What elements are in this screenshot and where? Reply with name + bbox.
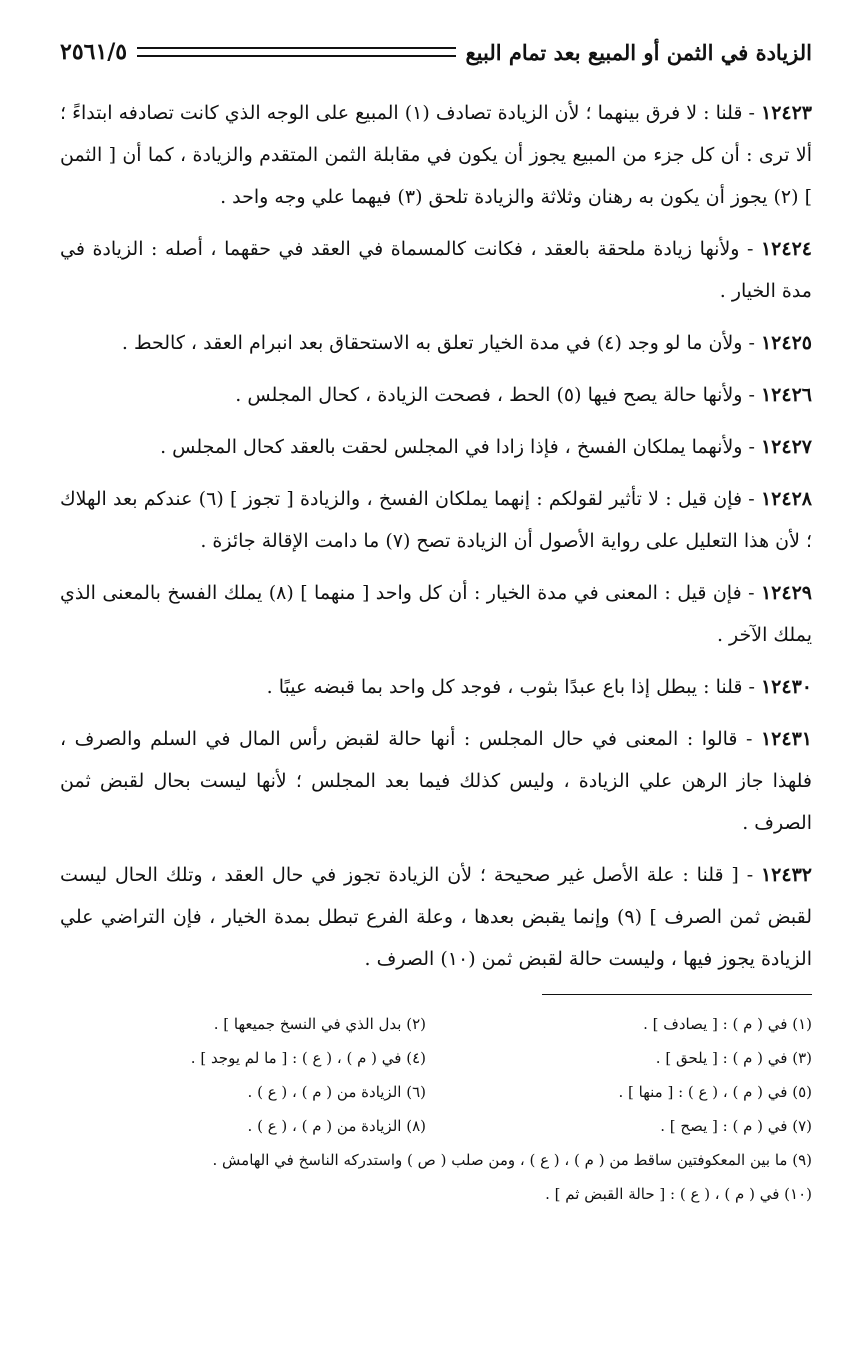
footnote: (١) في ( م ) : [ يصادف ] .	[643, 1015, 812, 1033]
paragraph	[60, 718, 812, 844]
paragraph	[60, 572, 812, 656]
paragraph-text: - [ قلنا : علة الأصل غير صحيحة ؛ لأن الزيادة تجوز في حال العقد ، وتلك الحال ليست لقبض ثمن الصرف ] (٩) وإنما يقبض بعدها ، وعلة الفرع تبطل بمدة الخيار ، فإن التراضي علي الزيادة يجوز فيها ، وليست حالة لقبض ثمن (١٠) الصرف .	[60, 864, 812, 970]
footnotes	[60, 1007, 812, 1211]
paragraph	[60, 854, 812, 980]
header-rule	[137, 47, 455, 57]
footnote: (١٠) في ( م ) ، ( ع ) : [ حالة القبض ثم ] .	[545, 1185, 812, 1203]
paragraph-number: ١٢٤٢٤	[760, 238, 812, 260]
paragraph-number: ١٢٤٢٧	[760, 436, 812, 458]
footnote: (٢) بدل الذي في النسخ جميعها ] .	[213, 1015, 426, 1033]
paragraph-text: - ولأنهما يملكان الفسخ ، فإذا زادا في المجلس لحقت بالعقد كحال المجلس .	[160, 436, 761, 458]
footnote: (٩) ما بين المعكوفتين ساقط من ( م ) ، ( ع ) ، ومن صلب ( ص ) واستدركه الناسخ في الهامش .	[212, 1151, 812, 1169]
paragraph	[60, 666, 812, 708]
page-number: ٢٥٦١/٥	[60, 39, 128, 65]
paragraph-number: ١٢٤٢٦	[760, 384, 812, 406]
paragraph-text: - قالوا : المعنى في حال المجلس : أنها حالة لقبض رأس المال في السلم والصرف ، فلهذا جاز الرهن علي الزيادة ، وليس كذلك فيما بعد المجلس ؛ لأنها ليست بحال لقبض ثمن الصرف .	[60, 728, 812, 834]
footnote-separator	[542, 994, 812, 995]
paragraph-text: - قلنا : لا فرق بينهما ؛ لأن الزيادة تصادف (١) المبيع على الوجه الذي كانت تصادفه ابتداءً ؛ ألا ترى : أن كل جزء من المبيع يجوز أن يكون في مقابلة الثمن المتقدم والزيادة ، كما أن [ الثمن ] (٢) يجوز أن يكون به رهنان وثلاثة والزيادة تلحق (٣) فيهما علي وجه واحد .	[60, 102, 812, 208]
paragraph-text: - قلنا : يبطل إذا باع عبدًا بثوب ، فوجد كل واحد بما قبضه عيبًا .	[266, 676, 761, 698]
footnote: (٥) في ( م ) ، ( ع ) : [ منها ] .	[618, 1083, 812, 1101]
paragraph-text: - فإن قيل : المعنى في مدة الخيار : أن كل واحد [ منهما ] (٨) يملك الفسخ بالمعنى الذي يملك الآخر .	[60, 582, 812, 646]
header-title: الزيادة في الثمن أو المبيع بعد تمام البيع	[465, 39, 812, 65]
paragraph-number: ١٢٤٣٠	[760, 676, 812, 698]
paragraph-text: - ولأنها زيادة ملحقة بالعقد ، فكانت كالمسماة في العقد في حقهما ، أصله : الزيادة في مدة الخيار .	[60, 238, 812, 302]
paragraph-number: ١٢٤٣٢	[760, 864, 812, 886]
paragraph-number: ١٢٤٢٩	[760, 582, 812, 604]
footnote: (٤) في ( م ) ، ( ع ) : [ ما لم يوجد ] .	[190, 1049, 426, 1067]
paragraph-number: ١٢٤٢٣	[760, 102, 813, 124]
footnote: (٦) الزيادة من ( م ) ، ( ع ) .	[247, 1083, 426, 1101]
paragraph-number: ١٢٤٢٥	[760, 332, 812, 354]
paragraph	[60, 426, 812, 468]
paragraph-text: - ولأن ما لو وجد (٤) في مدة الخيار تعلق به الاستحقاق بعد انبرام العقد ، كالحط .	[121, 332, 761, 354]
body-text	[60, 92, 812, 980]
book-page	[60, 30, 812, 1211]
paragraph-number: ١٢٤٣١	[760, 728, 812, 750]
paragraph	[60, 374, 812, 416]
footnote: (٣) في ( م ) : [ يلحق ] .	[655, 1049, 812, 1067]
paragraph-text: - فإن قيل : لا تأثير لقولكم : إنهما يملكان الفسخ ، والزيادة [ تجوز ] (٦) عندكم بعد الهلاك ؛ لأن هذا التعليل على رواية الأصول أن الزيادة تصح (٧) ما دامت الإقالة جائزة .	[60, 488, 812, 552]
footnote-grid	[60, 1007, 812, 1143]
footnote: (٨) الزيادة من ( م ) ، ( ع ) .	[247, 1117, 426, 1135]
paragraph-text: - ولأنها حالة يصح فيها (٥) الحط ، فصحت الزيادة ، كحال المجلس .	[235, 384, 761, 406]
running-header	[60, 30, 812, 74]
paragraph	[60, 478, 812, 562]
footnote: (٧) في ( م ) : [ يصح ] .	[660, 1117, 812, 1135]
paragraph-number: ١٢٤٢٨	[760, 488, 812, 510]
paragraph	[60, 92, 812, 218]
paragraph	[60, 228, 812, 312]
paragraph	[60, 322, 812, 364]
